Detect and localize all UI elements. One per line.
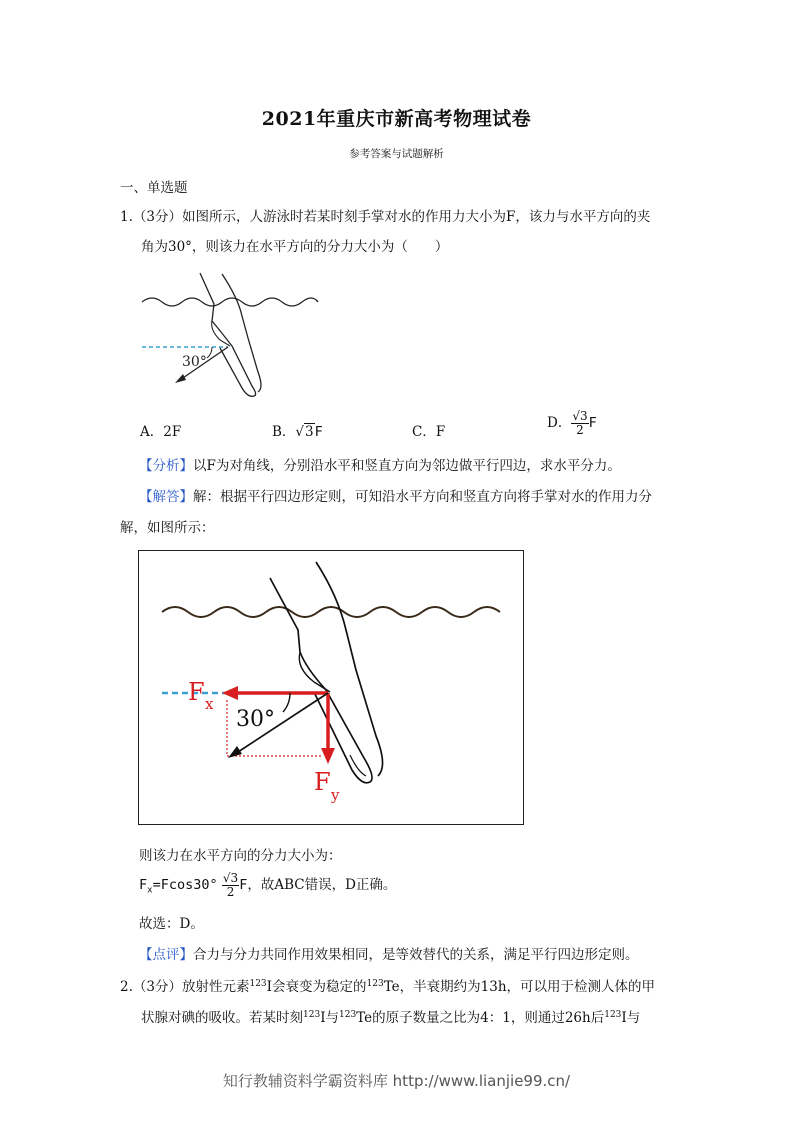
section-heading: 一、单选题 (120, 180, 188, 196)
option-a: A．2F (140, 424, 182, 440)
q1-comment: 【点评】合力与分力共同作用效果相同，是等效替代的关系，满足平行四边形定则。 (139, 947, 639, 963)
q1-figure-angle: 30° (182, 354, 207, 370)
fy-subscript: y (331, 786, 340, 804)
page-title: 2021年重庆市新高考物理试卷 (261, 108, 532, 130)
option-d: D． $\frac{√3}{2}$ F (547, 409, 597, 437)
page-subtitle: 参考答案与试题解析 (349, 148, 444, 160)
q1-figure2-angle: 30° (236, 707, 275, 732)
q2-stem-line2: 状腺对碘的吸收。若某时刻$^{123}$I与$^{123}$Te的原子数量之比为4：1，则通过26h后$^{123}$I与 (141, 1010, 641, 1026)
footer-watermark: 知行教辅资料学霸资料库 http://www.lianjie99.cn/ (222, 1072, 571, 1090)
q1-solution-line2: 解，如图所示： (120, 520, 215, 536)
q2-stem-line1: 2.（3分）放射性元素$^{123}$I会衰变为稳定的$^{123}$Te，半衰期约为13h，可以用于检测人体的甲 (120, 979, 656, 995)
q1-choice: 故选：D。 (139, 916, 204, 932)
fx-subscript: x (205, 695, 214, 713)
q1-figure-hand (140, 268, 325, 403)
q1-stem-line2: 角为30°，则该力在水平方向的分力大小为（ ） (141, 239, 449, 255)
q1-result-intro: 则该力在水平方向的分力大小为： (139, 848, 342, 864)
option-c: C．F (412, 424, 446, 440)
fx-label: F (188, 678, 205, 706)
q1-solution: 【解答】解：根据平行四边形定则，可知沿水平方向和竖直方向将手掌对水的作用力分 (139, 489, 652, 505)
q1-figure-decomposition (138, 550, 524, 825)
option-b: B．√3F (272, 424, 323, 440)
q1-analysis: 【分析】以F为对角线，分别沿水平和竖直方向为邻边做平行四边，求水平分力。 (139, 458, 621, 474)
fy-label: F (314, 768, 331, 796)
q1-stem-line1: 1.（3分）如图所示，人游泳时若某时刻手掌对水的作用力大小为F，该力与水平方向的夹 (120, 209, 651, 225)
q1-formula: $F_x=Fcos30^\circ$ $\frac{√3}{2}$ F，故ABC错误，D正确。 (139, 871, 397, 899)
